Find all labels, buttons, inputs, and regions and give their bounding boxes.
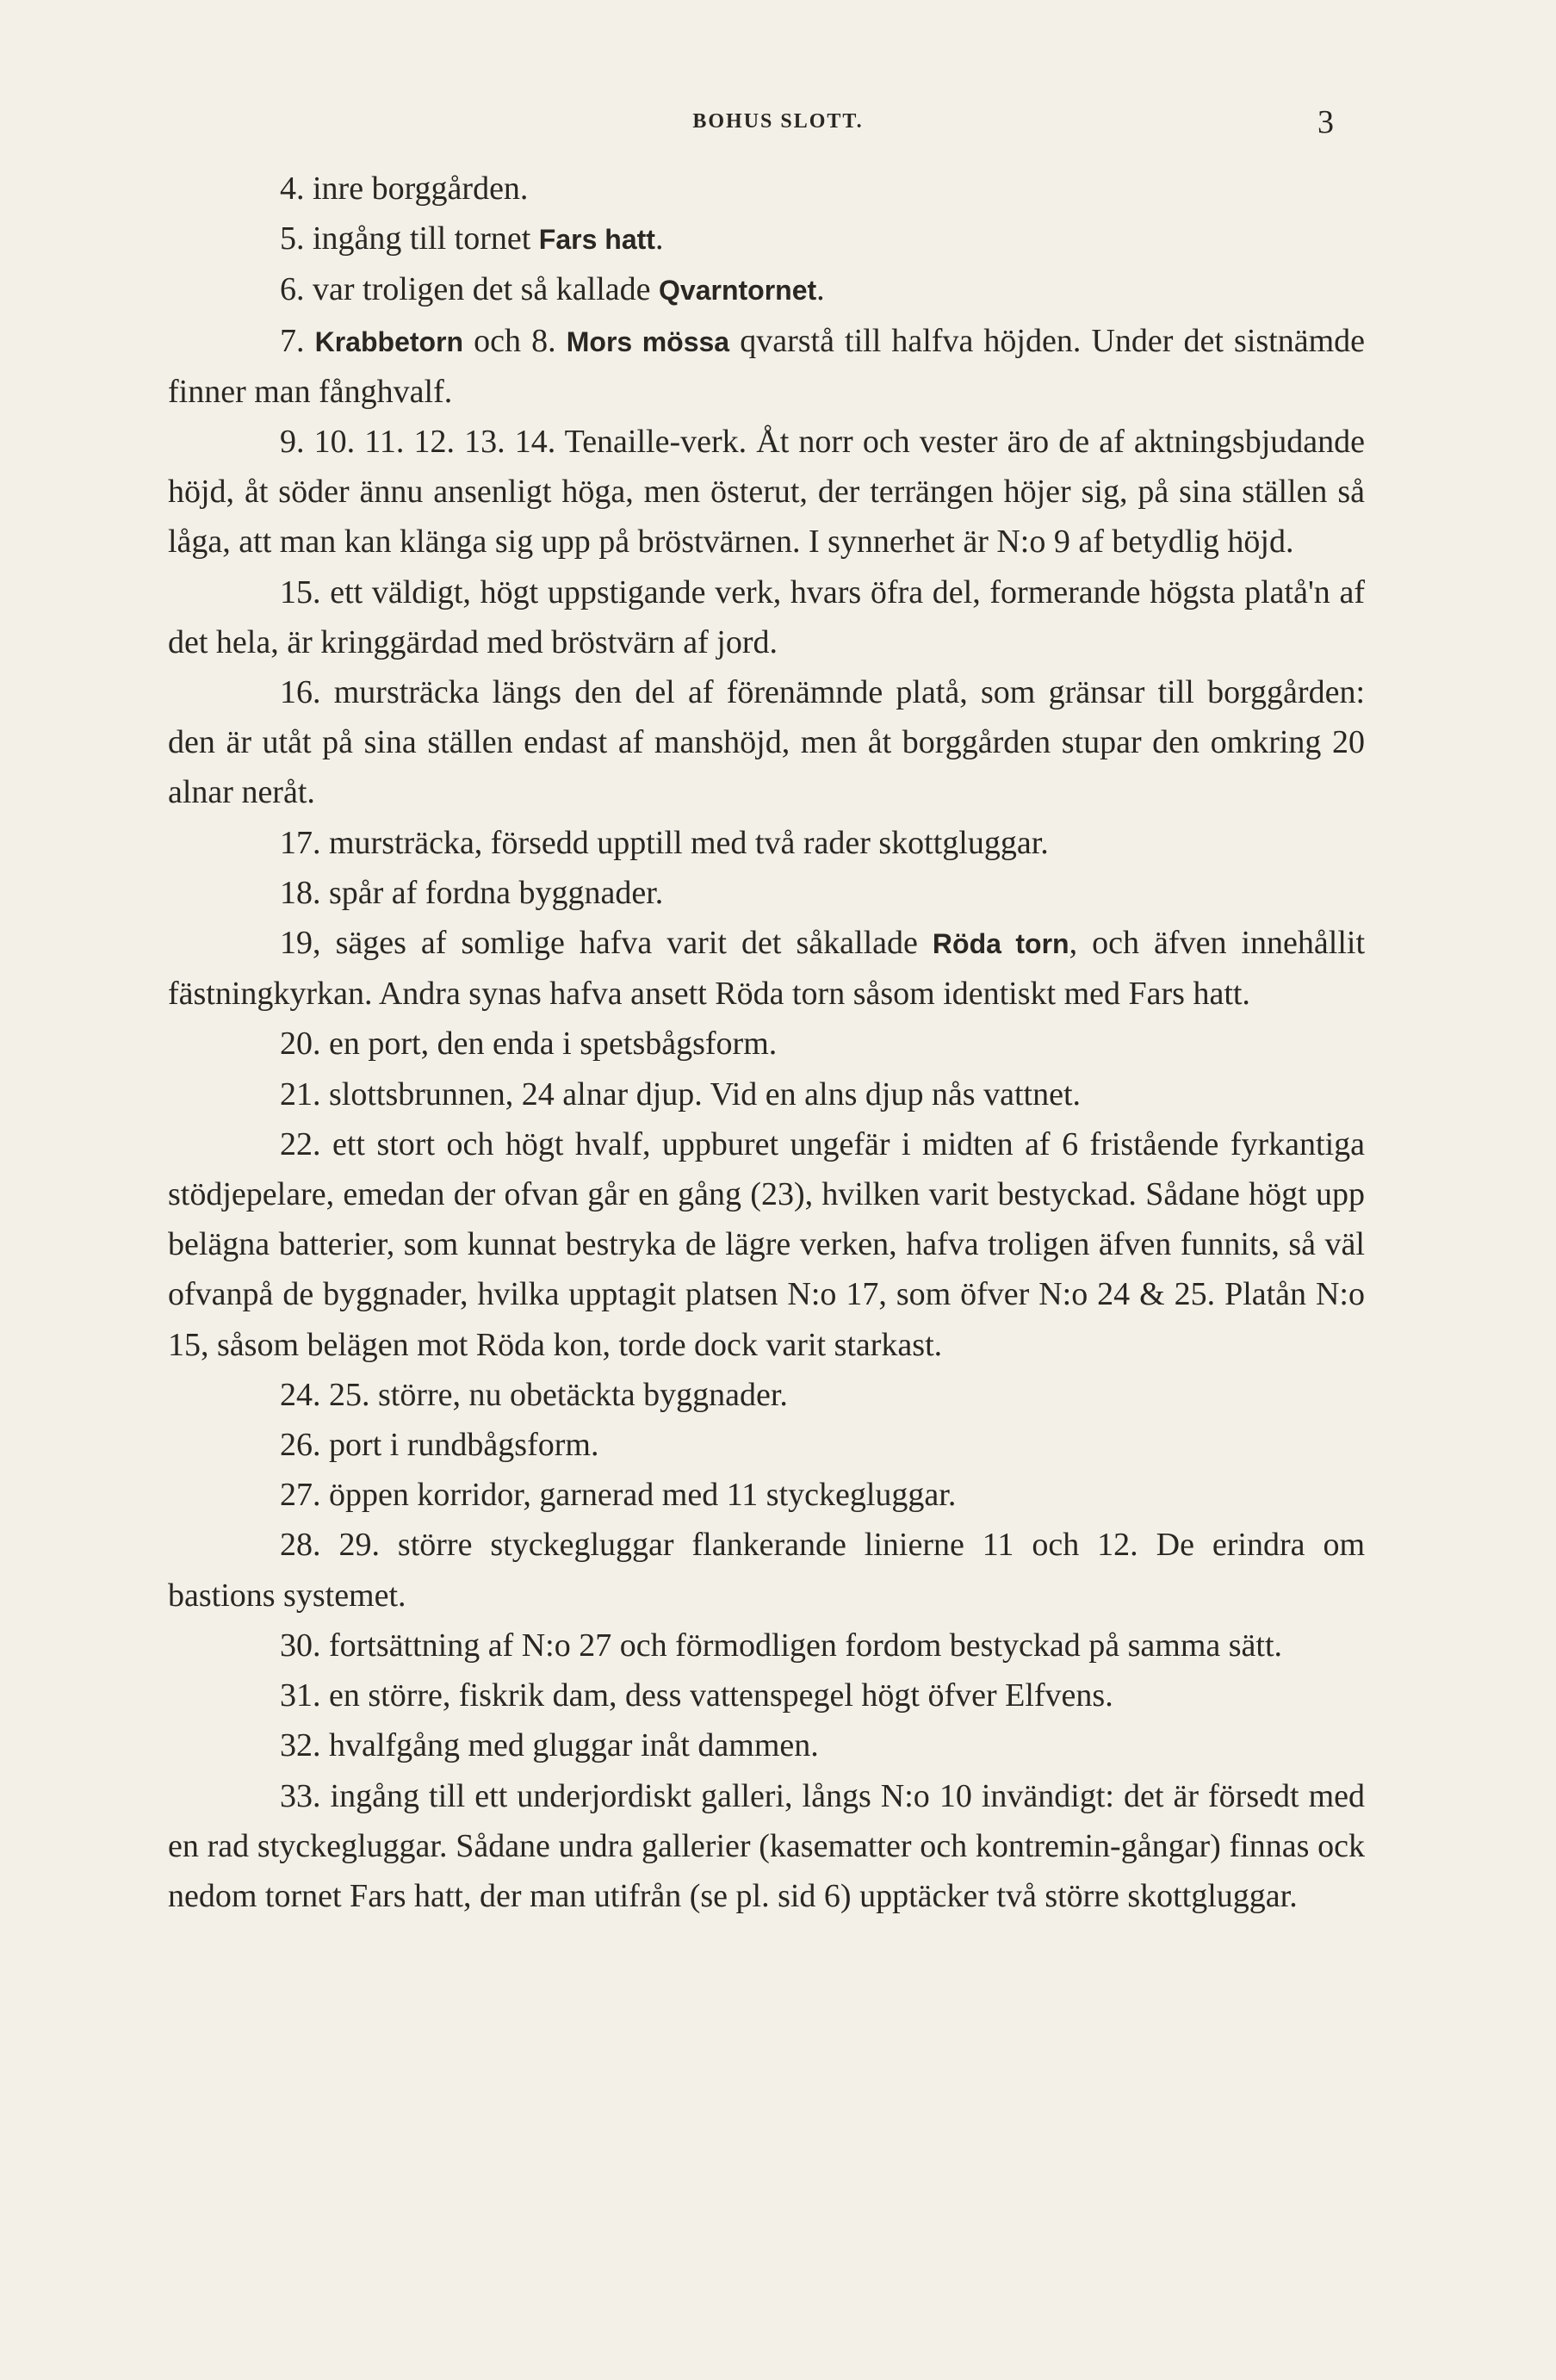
entry-item [168,1370,1365,1420]
entry-number: 4. [280,170,305,207]
entry-text: var troligen det så kallade [313,271,660,308]
entry-item [168,264,1365,315]
entry-text: och 8. [463,322,567,359]
running-head [0,103,1556,146]
entry-text: slottsbrunnen, 24 alnar djup. Vid en alns djup nås vattnet. [329,1075,1081,1113]
entry-number: 7. [280,322,305,359]
entry-text: qvarstå till halfva höjden. Under det sistnämde finner man fånghvalf. [168,322,1366,410]
entry-text: en större, fiskrik dam, dess vattenspegel högt öfver Elfvens. [329,1677,1113,1714]
entry-number: 24. [280,1376,321,1413]
named-place: Qvarntornet [659,275,817,307]
entry-item [168,567,1365,667]
entry-number: 6. [280,271,305,308]
entry-text: 25. större, nu obetäckta byggnader. [329,1376,788,1413]
entry-item [168,1720,1365,1770]
entry-text: säges af somlige hafva varit det såkallade [335,925,933,962]
entry-item [168,1119,1365,1370]
entry-number: 33. [280,1777,321,1814]
entry-item [168,316,1365,417]
entry-text: ingång till ett underjordiskt galleri, långs N:o 10 invändigt: det är försedt med en rad styckegluggar. Sådane undra gallerier (kasematter och kontremin-gångar) finnas ock nedom tornet Fars hatt, der man utifrån (se pl. sid 6) upptäcker två större skottgluggar. [168,1777,1366,1914]
entry-number: 26. [280,1427,321,1464]
entry-text: spår af fordna byggnader. [329,874,664,911]
entry-number: 31. [280,1677,321,1714]
entry-text: 29. större styckegluggar flankerande linierne 11 och 12. De erindra om bastions systemet. [168,1527,1366,1614]
entry-number: 28. [280,1527,321,1564]
entry-text: en port, den enda i spetsbågsform. [329,1026,778,1063]
entry-number: 27. [280,1477,321,1514]
entry-text: mursträcka, försedd upptill med två rader skottgluggar. [329,824,1049,861]
entry-number: 9. [280,424,305,461]
entry-item [168,868,1365,918]
entry-text: öppen korridor, garnerad med 11 styckegluggar. [329,1477,957,1514]
entry-item [168,1420,1365,1470]
entry-number: 5. [280,220,305,257]
entry-number: 18. [280,874,321,911]
named-place: Fars hatt [538,224,655,256]
entry-item [168,214,1365,264]
entry-number: 22. [280,1125,321,1162]
entry-number: 20. [280,1026,321,1063]
named-place: Röda torn [932,928,1069,960]
entry-item [168,1621,1365,1670]
named-place: Mors mössa [566,325,730,357]
entry-text: mursträcka längs den del af förenämnde platå, som gränsar till borggården: den är utåt på sina ställen endast af manshöjd, men åt borggården stupar den omkring 20 alnar neråt. [168,674,1365,811]
running-title: BOHUS SLOTT. [692,110,864,133]
entry-item [168,818,1365,868]
entry-text: port i rundbågsform. [329,1427,599,1464]
entry-number: 17. [280,824,321,861]
entry-item [168,417,1365,567]
entry-text: inre borggården. [313,170,529,207]
entry-text: ett väldigt, högt uppstigande verk, hvars öfra del, formerande högsta platå'n af det hela, är kringgärdad med bröstvärn af jord. [168,573,1366,660]
entry-number: 32. [280,1727,321,1764]
entry-text: ingång till tornet [313,220,539,257]
entry-item [168,1520,1365,1620]
entry-item [168,1670,1365,1720]
entry-item [168,164,1365,214]
page-number: 3 [1317,104,1334,140]
entry-item [168,1069,1365,1119]
entry-number: 30. [280,1627,321,1664]
entry-item [168,667,1365,818]
entry-text: 10. 11. 12. 13. 14. Tenaille-verk. Åt norr och vester äro de af aktningsbjudande höjd, åt söder ännu ansenligt höga, men österut, der terrängen höjer sig, på sina ställen så låga, att man kan klänga sig upp på bröstvärnen. I synnerhet är N:o 9 af betydlig höjd. [168,424,1365,561]
entry-number: 19, [280,925,321,962]
entry-item [168,1019,1365,1069]
entry-item [168,918,1365,1019]
entry-number: 16. [280,674,321,711]
entry-number: 21. [280,1075,321,1113]
entry-text: fortsättning af N:o 27 och förmodligen fordom bestyckad på samma sätt. [329,1627,1283,1664]
entry-number: 15. [280,573,321,610]
entry-text: . [654,220,664,257]
entry-item [168,1470,1365,1520]
named-place: Krabbetorn [314,325,464,357]
entry-item [168,1771,1365,1922]
entry-text: . [816,271,825,308]
entry-text: , och äfven innehållit fästningkyrkan. Andra synas hafva ansett Röda torn såsom identiskt med Fars hatt. [168,925,1366,1013]
entry-text: hvalfgång med gluggar inåt dammen. [329,1727,819,1764]
entry-text: ett stort och högt hvalf, uppburet ungefär i midten af 6 fristående fyrkantiga stödjepelare, emedan der ofvan går en gång (23), hvilken varit bestyckad. Sådane högt upp belägna batterier, som kunnat bestryka de lägre verken, hafva troligen äfven funnits, så väl ofvanpå de byggnader, hvilka upptagit platsen N:o 17, som öfver N:o 24 & 25. Platån N:o 15, såsom belägen mot Röda kon, torde dock varit starkast. [168,1125,1365,1363]
body-text [168,164,1365,1921]
